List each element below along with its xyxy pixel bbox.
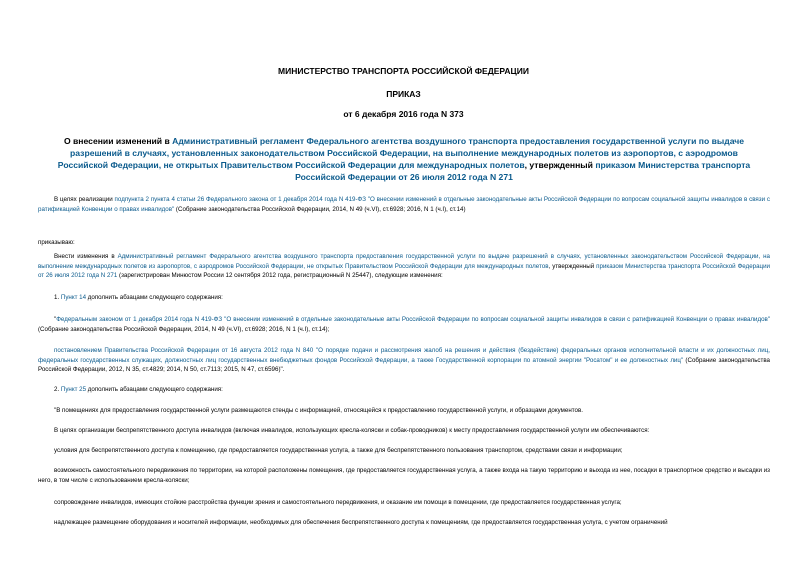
quote-resolution-paragraph [38,346,770,375]
quote-open: " [54,316,57,323]
paragraph-stands: "В помещениях для предоставления государственной услуги размещаются стенды с информацией, относящейся к предоставлению государственной услуги, и образцами документов. [54,407,583,414]
title-text-2: , утвержденный [524,160,596,170]
quote-link-law[interactable]: Федеральным законом от 1 декабря 2014 года N 419-ФЗ "О внесении изменений в отдельные законодательные акты Российской Федерации по вопросам социальной защиты инвалидов в связи с ратификацией Конвенции о правах инвалидов" [56,316,770,323]
item-1-number: 1. [54,294,61,301]
amendment-text-3: (зарегистрирован Минюстом России 12 сентября 2012 года, регистрационный N 25447), следующие изменения: [117,272,443,280]
paragraph-equipment: надлежащее размещение оборудования и носителей информации, необходимых для обеспечения беспрепятственного доступа к помещениям, где предоставляется государственная услуга, с учетом ограничений [54,519,668,526]
title-text-1: О внесении изменений в [63,136,173,146]
ministry-heading: МИНИСТЕРСТВО ТРАНСПОРТА РОССИЙСКОЙ ФЕДЕРАЦИИ [278,66,529,76]
quote-resolution-text: (Собрание законодательства Российской Федерации, 2012, N 35, ст.4829; 2014, N 50, ст.7113; 2015, N 47, ст.6596)". [38,356,770,374]
amendment-text-1: Внести изменения в [54,253,118,260]
date-number-heading: от 6 декабря 2016 года N 373 [343,109,464,119]
preamble-link-law[interactable]: подпункта 2 пункта 4 статьи 26 Федерального закона от 1 декабря 2014 года N 419-ФЗ "О внесении изменений в отдельные законодательные акты Российской Федерации по вопросам социальной защиты инвалидов в связи с ратификацией Конвенции о правах инвалидов" [38,196,770,213]
item-1-text: дополнить абзацами следующего содержания: [86,294,223,301]
document-title [44,135,764,183]
quote-law-paragraph [38,315,770,334]
paragraph-escort: сопровождение инвалидов, имеющих стойкие расстройства функции зрения и самостоятельного передвижения, и оказание им помощи в помещении, где предоставляется государственная услуга; [54,499,622,506]
item-1-link-clause[interactable]: Пункт 14 [60,294,87,301]
doc-type-heading: ПРИКАЗ [386,89,421,99]
paragraph-access: В целях организации беспрепятственного доступа инвалидов (включая инвалидов, использующих кресла-коляски и собак-проводников) к месту предоставления государственной услуги им обеспечиваются: [54,427,650,434]
preamble-text-1: В целях реализации [54,196,115,203]
prikazyvayu-text: приказываю: [38,239,75,246]
amendment-text-2: , утвержденный [548,262,597,270]
item-2-number: 2. [54,386,61,393]
title-link-order[interactable]: приказом Министерства транспорта Российской Федерации от 26 июля 2012 года N 271 [295,160,751,182]
quote-link-resolution[interactable]: постановлением Правительства Российской Федерации от 16 августа 2012 года N 840 "О порядке подачи и рассмотрения жалоб на решения и действия (бездействие) федеральных органов исполнительной власти и их должностных лиц, федеральных государственных служащих, должностных лиц государственных внебюджетных фондов Российской Федерации, а также Государственной корпорации по атомной энергии "Росатом" и ее должностных лиц" [38,347,770,364]
paragraph-conditions: условия для беспрепятственного доступа к помещению, где предоставляется государственная услуга, а также для беспрепятственного пользования транспортом, средствами связи и информации; [54,447,623,454]
item-2-text: дополнить абзацами следующего содержания: [86,386,223,393]
item-2 [38,385,770,395]
amendment-link-order[interactable]: приказом Министерства транспорта Российской Федерации от 26 июля 2012 года N 271 [38,262,770,280]
title-link-regulation[interactable]: Административный регламент Федерального агентства воздушного транспорта предоставления государственной услуги по выдаче разрешений в случаях, установленных законодательством Российской Федерации, на выполнение международных полетов из аэропортов, с аэродромов Российской Федерации, не открытых Правительством Российской Федерации для международных полетов [57,136,745,170]
preamble-paragraph [38,195,770,214]
quote-law-text: (Собрание законодательства Российской Федерации, 2014, N 49 (ч.VI), ст.6928; 2016, N 1 (ч.I), ст.14); [38,325,330,333]
item-1 [38,293,770,303]
item-2-link-clause[interactable]: Пункт 25 [60,386,87,393]
amendment-paragraph [38,252,770,281]
preamble-text-2: (Собрание законодательства Российской Федерации, 2014, N 49 (ч.VI), ст.6928; 2016, N 1 (ч.I), ст.14) [174,205,466,213]
paragraph-movement: возможность самостоятельного передвижения по территории, на которой расположены помещения, где предоставляется государственная услуга, а также входа на такую территорию и выхода из нее, посадки в транспортное средство и высадки из него, в том числе с использованием кресла-коляски; [38,467,770,484]
amendment-link-regulation[interactable]: Административный регламент Федерального агентства воздушного транспорта предоставления государственной услуги по выдаче разрешений в случаях, установленных законодательством Российской Федерации, на выполнение международных полетов из аэропортов, с аэродромов Российской Федерации, не открытых Правительством Российской Федерации для международных полетов [38,253,770,270]
